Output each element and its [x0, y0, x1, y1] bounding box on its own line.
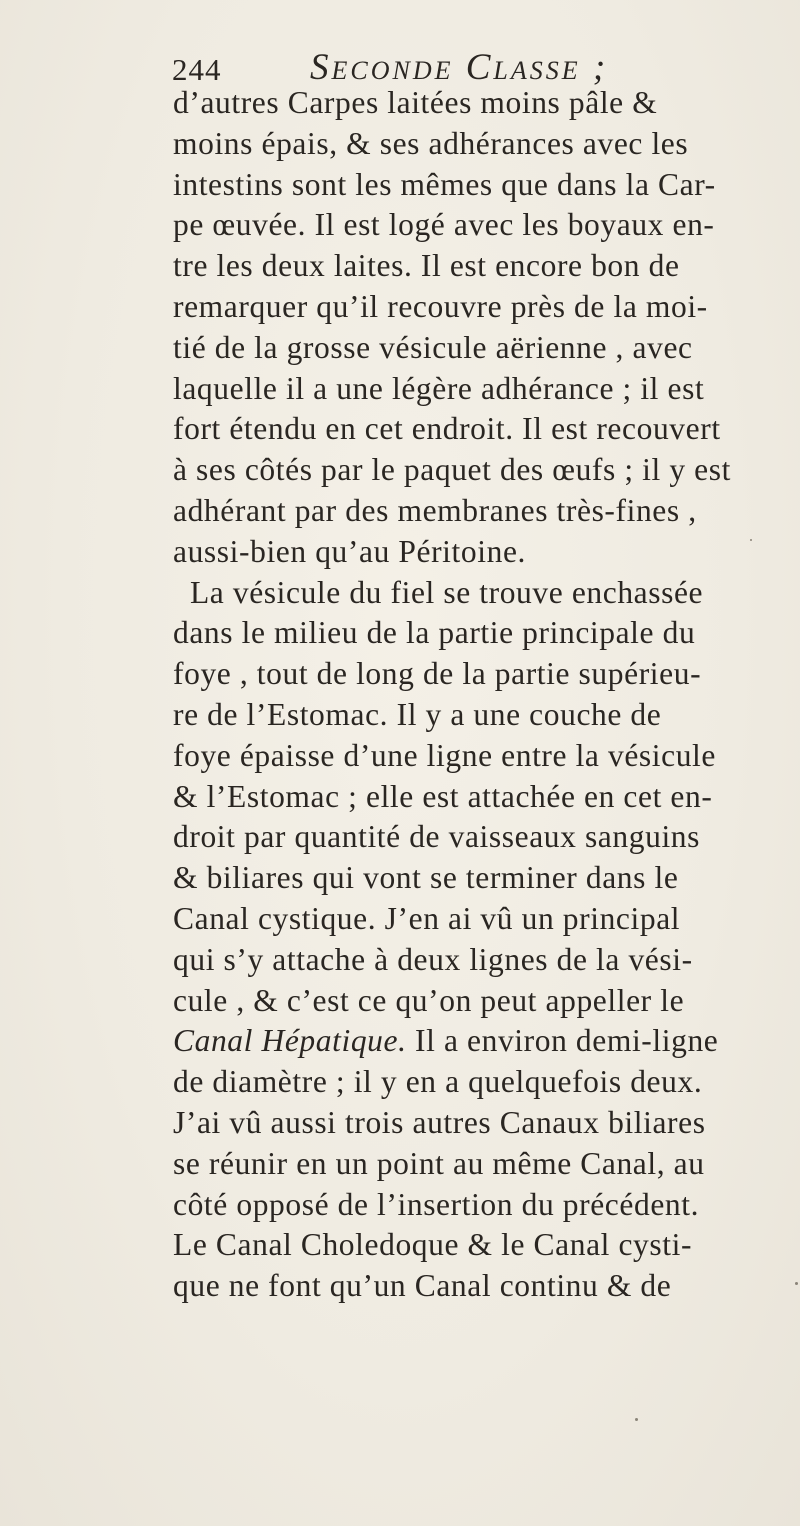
text-line [173, 1144, 793, 1185]
text-segment: fort étendu en cet endroit. Il est recouvert [173, 411, 721, 447]
text-segment: de diamètre ; il y en a quelquefois deux. [173, 1064, 703, 1100]
text-segment: pe œuvée. Il est logé avec les boyaux en- [173, 207, 715, 243]
paper-speck [750, 539, 752, 541]
text-segment: tié de la grosse vésicule aërienne , avec [173, 329, 693, 365]
text-line [173, 491, 793, 532]
text-line [173, 205, 793, 246]
text-line [173, 369, 793, 410]
text-segment: cule , & c’est ce qu’on peut appeller le [173, 982, 685, 1018]
text-segment: se réunir en un point au même Canal, au [173, 1145, 705, 1181]
text-segment: foye épaisse d’une ligne entre la vésicule [173, 737, 716, 773]
text-segment: moins épais, & ses adhérances avec les [173, 125, 689, 161]
text-line [173, 409, 793, 450]
text-line [173, 450, 793, 491]
text-line [173, 1103, 793, 1144]
text-segment: re de l’Estomac. Il y a une couche de [173, 696, 662, 732]
text-line [173, 83, 793, 124]
text-line [173, 573, 793, 614]
text-line [173, 736, 793, 777]
text-line [173, 124, 793, 165]
text-segment: que ne font qu’un Canal continu & de [173, 1268, 672, 1304]
text-segment: foye , tout de long de la partie supérieu- [173, 656, 702, 692]
italic-term: Canal Hépatique. [173, 1023, 407, 1059]
text-line [173, 613, 793, 654]
text-segment: Le Canal Choledoque & le Canal cysti- [173, 1227, 693, 1263]
text-line [173, 1185, 793, 1226]
text-segment: remarquer qu’il recouvre près de la moi- [173, 288, 708, 324]
text-line [173, 695, 793, 736]
text-segment: côté opposé de l’insertion du précédent. [173, 1186, 700, 1222]
text-line [173, 1225, 793, 1266]
text-line [173, 899, 793, 940]
text-line [173, 654, 793, 695]
text-segment: Canal cystique. J’en ai vû un principal [173, 900, 681, 936]
text-segment: J’ai vû aussi trois autres Canaux biliares [173, 1104, 706, 1140]
paper-speck [635, 1418, 638, 1421]
text-line [173, 777, 793, 818]
text-segment: laquelle il a une légère adhérance ; il est [173, 370, 705, 406]
text-segment: & biliares qui vont se terminer dans le [173, 860, 679, 896]
body-text [173, 83, 793, 1307]
text-segment: droit par quantité de vaisseaux sanguins [173, 819, 700, 855]
text-line [173, 1021, 793, 1062]
running-head: Seconde Classe ; [310, 47, 609, 88]
text-segment: La vésicule du fiel se trouve enchassée [173, 574, 704, 610]
text-line [173, 328, 793, 369]
text-segment: intestins sont les mêmes que dans la Car- [173, 166, 716, 202]
text-segment: Il a environ demi-ligne [406, 1023, 719, 1059]
text-line [173, 817, 793, 858]
text-segment: adhérant par des membranes très-fines , [173, 492, 697, 528]
text-line [173, 1266, 793, 1307]
text-line [173, 287, 793, 328]
text-line [173, 246, 793, 287]
text-segment: aussi-bien qu’au Péritoine. [173, 533, 526, 569]
text-segment: & l’Estomac ; elle est attachée en cet en- [173, 778, 713, 814]
text-line [173, 858, 793, 899]
text-segment: à ses côtés par le paquet des œufs ; il y est [173, 452, 731, 488]
text-line [173, 165, 793, 206]
text-line [173, 981, 793, 1022]
text-line [173, 940, 793, 981]
text-segment: dans le milieu de la partie principale du [173, 615, 696, 651]
text-segment: tre les deux laites. Il est encore bon de [173, 248, 680, 284]
text-line [173, 532, 793, 573]
text-segment: qui s’y attache à deux lignes de la vési- [173, 941, 693, 977]
text-line [173, 1062, 793, 1103]
page-number: 244 [172, 52, 222, 87]
text-segment: d’autres Carpes laitées moins pâle & [173, 85, 658, 120]
paper-speck [795, 1282, 798, 1285]
